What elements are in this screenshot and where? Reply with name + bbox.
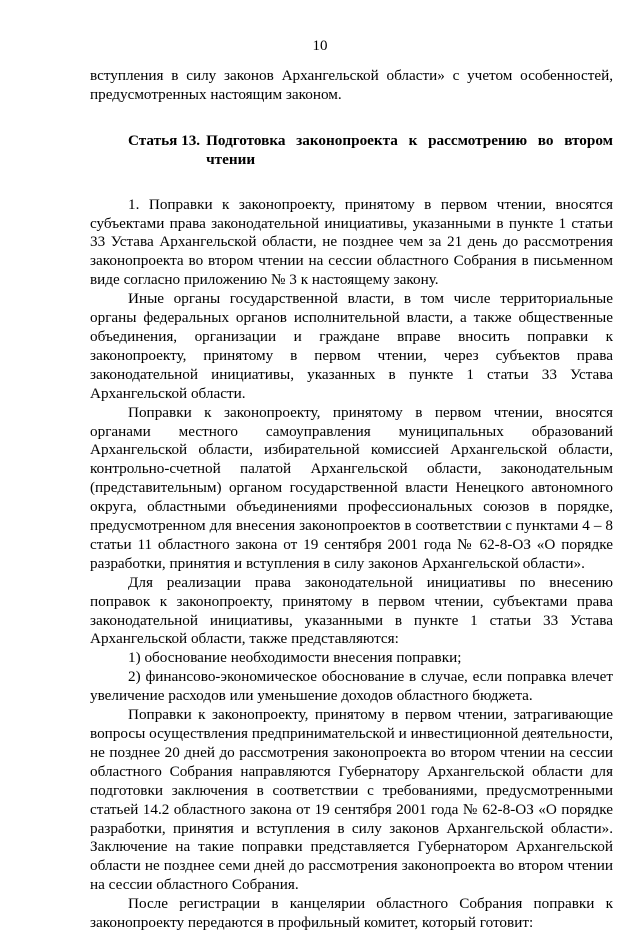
paragraph-3: Поправки к законопроекту, принятому в первом чтении, вносятся органами местного самоуправления муниципальных образований Архангельской области, избирательной комиссией Архангельской области, контрольно-счетной палатой Архангельской области, законодательным (представительным) органом государственной власти Ненецкого автономного округа, областными объединениями профессиональных союзов в порядке, предусмотренном для внесения законопроектов в соответствии с пунктами 4 – 8 статьи 11 областного закона от 19 сентября 2001 года № 62-8-ОЗ «О порядке разработки, принятия и вступления в силу законов Архангельской области». bbox=[90, 403, 613, 572]
paragraph-5: Поправки к законопроекту, принятому в первом чтении, затрагивающие вопросы осуществления предпринимательской и инвестиционной деятельности, не позднее 20 дней до рассмотрения законопроекта во втором чтении на сессии областного Собрания направляются Губернатору Архангельской области для подготовки заключения в соответствии с требованиями, предусмотренными статьей 14.2 областного закона от 19 сентября 2001 года № 62-8-ОЗ «О порядке разработки, принятия и вступления в силу законов Архангельской области». Заключение на такие поправки представляется Губернатором Архангельской области не позднее семи дней до рассмотрения законопроекта во втором чтении на сессии областного Собрания. bbox=[90, 706, 613, 894]
intro-paragraph: вступления в силу законов Архангельской области» с учетом особенностей, предусмотренных настоящим законом. bbox=[90, 67, 613, 103]
paragraph-1: 1. Поправки к законопроекту, принятому в первом чтении, вносятся субъектами права законодательной инициативы, указанными в пункте 1 статьи 33 Устава Архангельской области, не позднее чем за 21 день до рассмотрения законопроекта во втором чтении на сессии областного Собрания в письменном виде согласно приложению № 3 к настоящему закону. bbox=[90, 195, 613, 289]
page-number: 10 bbox=[312, 38, 328, 54]
paragraph-2: Иные органы государственной власти, в том числе территориальные органы федеральных органов исполнительной власти, а также общественные объединения, организации и граждане вправе вносить поправки к законопроекту, принятому в первом чтении, через субъектов права законодательной инициативы, указанных в пункте 1 статьи 33 Устава Архангельской области. bbox=[90, 290, 613, 402]
article-title: Подготовка законопроекта к рассмотрению во втором чтении bbox=[206, 131, 613, 168]
list-item-1: 1) обоснование необходимости внесения поправки; bbox=[128, 649, 462, 667]
paragraph-4: Для реализации права законодательной инициативы по внесению поправок к законопроекту, принятому в первом чтении, субъектами права законодательной инициативы, указанными в пункте 1 статьи 33 Устава Архангельской области, также представляются: bbox=[90, 573, 613, 648]
article-heading bbox=[90, 132, 613, 170]
paragraph-6: После регистрации в канцелярии областного Собрания поправки к законопроекту передаются в профильный комитет, который готовит: bbox=[90, 895, 613, 932]
article-label: Статья 13. bbox=[128, 131, 201, 149]
document-body bbox=[90, 67, 613, 933]
list-item-2: 2) финансово-экономическое обоснование в случае, если поправка влечет увеличение расходов или уменьшение доходов областного бюджета. bbox=[90, 668, 613, 705]
